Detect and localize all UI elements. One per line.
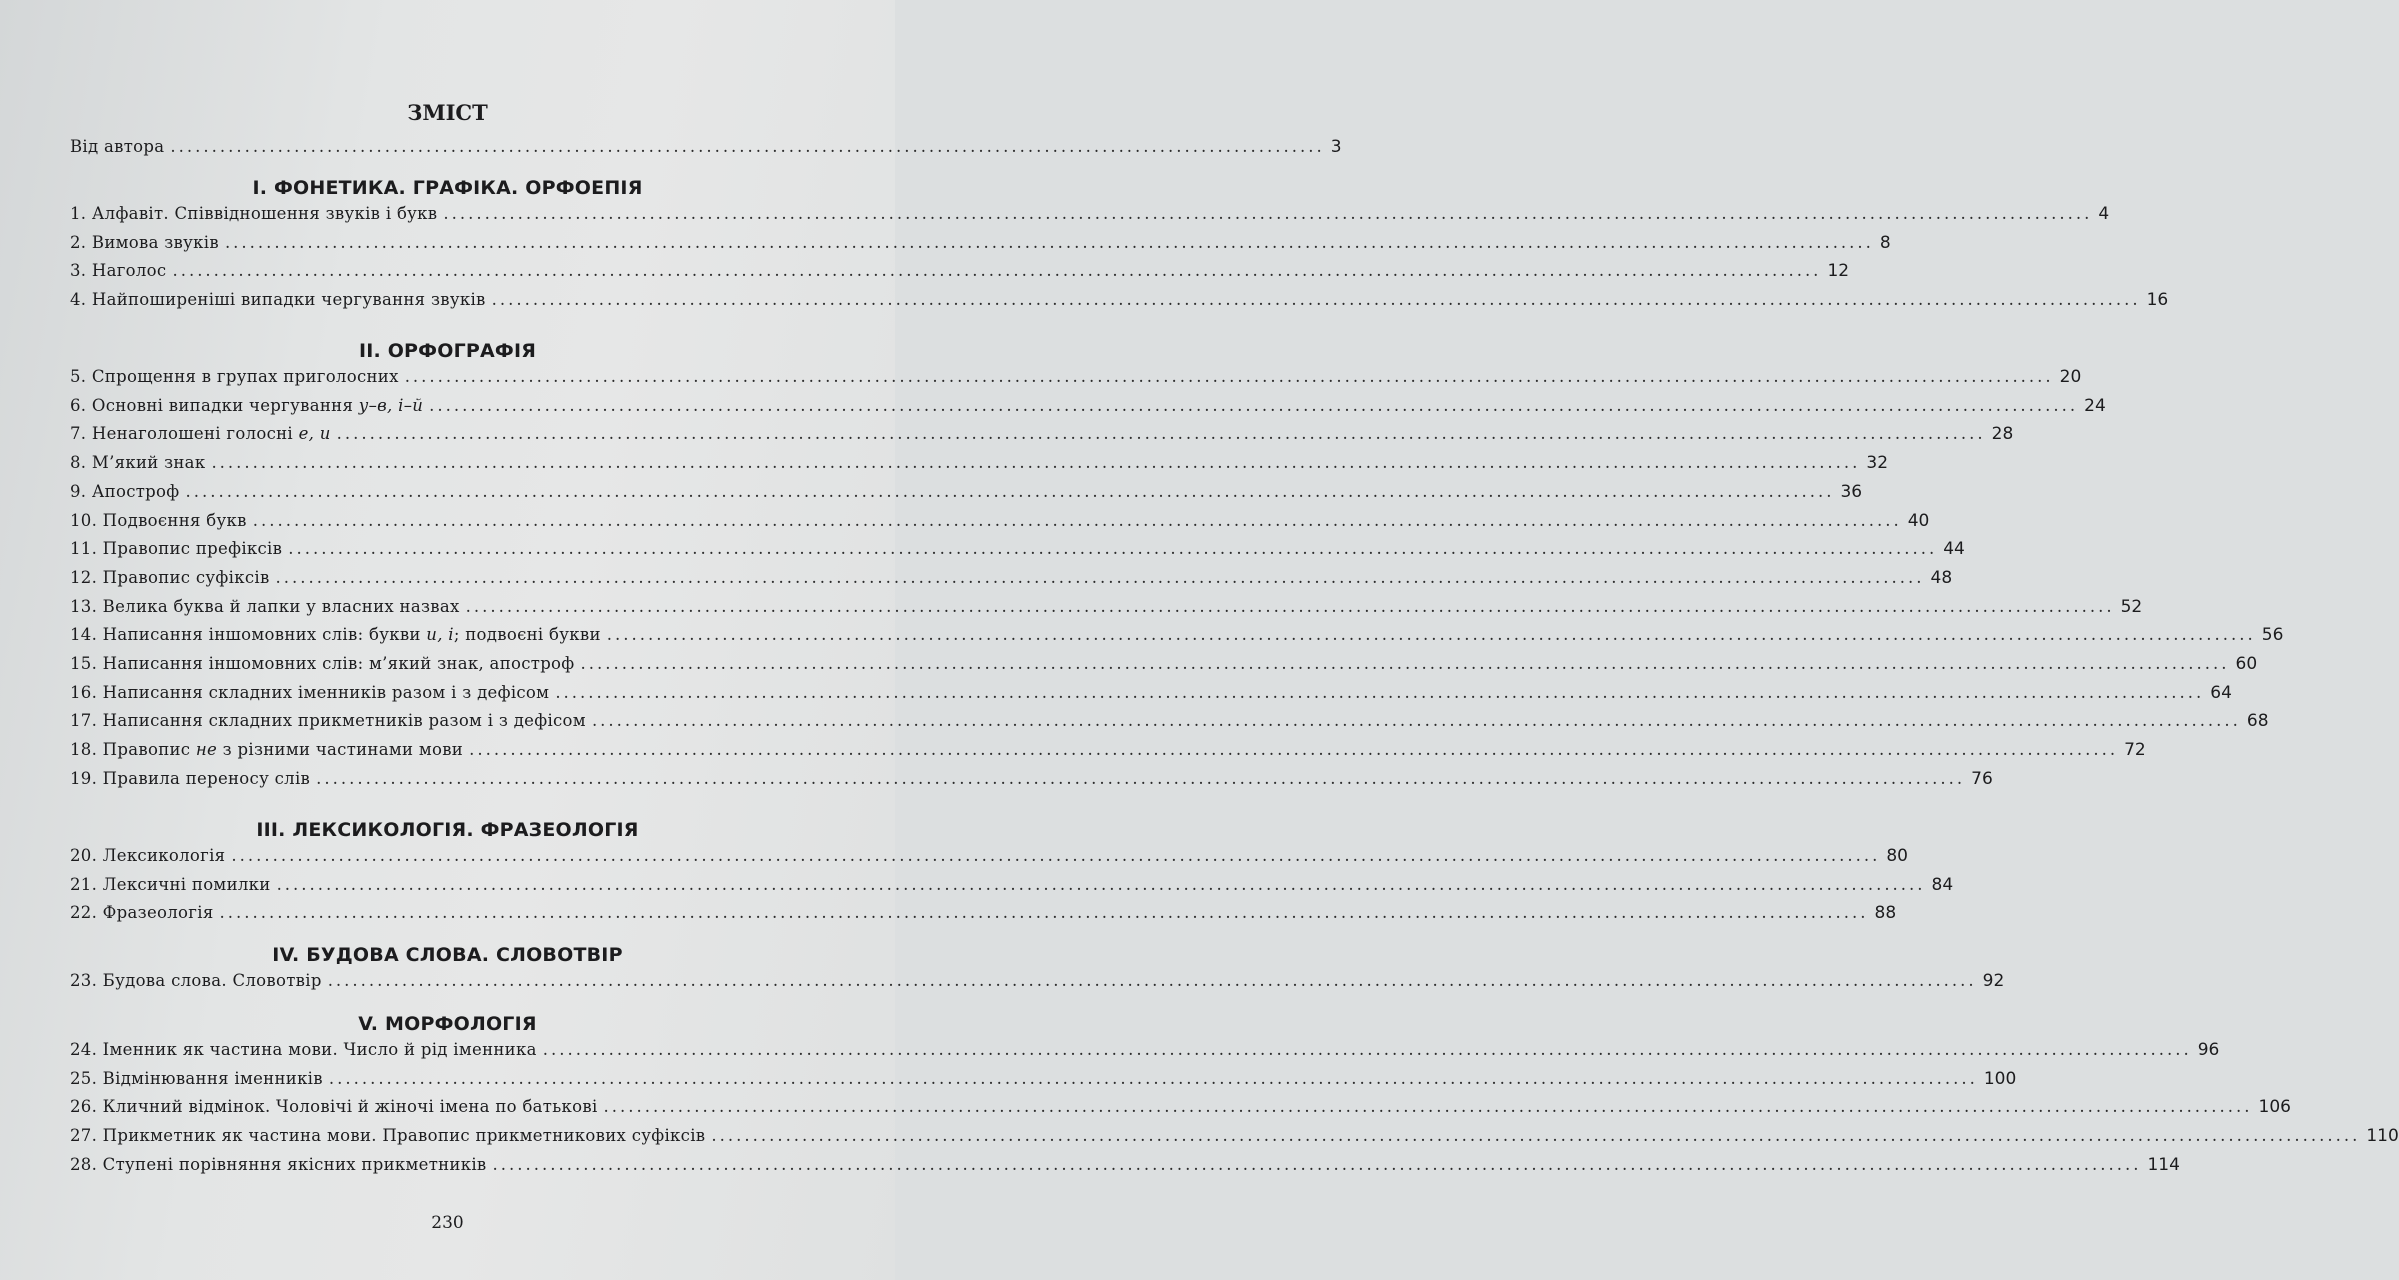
toc-entry-label: 28. Ступені порівняння якісних прикметників	[70, 1154, 487, 1174]
toc-entry	[70, 1040, 2220, 1069]
toc-entry-page: 56	[2261, 625, 2284, 646]
toc-entry-label: 8. М’який знак	[70, 453, 206, 473]
leader-dots: ........................................................................................................................................................................................................	[224, 232, 1874, 252]
leader-dots: ........................................................................................................................................................................................................	[404, 367, 2054, 386]
toc-entry-label: 1. Алфавіт. Співвідношення звуків і букв	[70, 204, 438, 223]
toc-entry-page: 12	[1827, 261, 1850, 282]
toc-entry-page: 72	[2124, 740, 2146, 761]
leader-dots: ........................................................................................................................................................................................................	[219, 903, 1869, 923]
toc-entry	[70, 903, 1897, 932]
leader-dots: ............................................................................................................................................	[170, 137, 1325, 156]
toc-entry-page: 32	[1866, 453, 1889, 474]
leader-dots: ........................................................................................................................................................................................................	[328, 1068, 1978, 1088]
toc-entry-label: 14. Написання іншомовних слів: букви и, і; подвоєні букви	[70, 625, 601, 645]
toc-entry-label: 17. Написання складних прикметників разом і з дефісом	[70, 711, 586, 731]
toc-entry-label: 7. Ненаголошені голосні е, и	[70, 424, 331, 444]
leader-dots: ........................................................................................................................................................................................................	[429, 395, 2079, 415]
toc-entry-page: 64	[2210, 682, 2232, 703]
toc-entry-page: 40	[1907, 510, 1930, 531]
toc-entry-label: 12. Правопис суфіксів	[70, 567, 270, 587]
toc-entry-page: 96	[2197, 1040, 2220, 1060]
toc-entry-page: 48	[1930, 567, 1953, 588]
toc-entry-label: 25. Відмінювання іменників	[70, 1068, 323, 1088]
toc-entry	[70, 971, 2005, 1000]
toc-entry-label: 24. Іменник як частина мови. Число й рід іменника	[70, 1040, 537, 1059]
toc-entry-page: 28	[1991, 424, 2014, 445]
leader-dots: ........................................................................................................................................................................................................	[555, 682, 2205, 702]
toc-entry-label: 20. Лексикологія	[70, 846, 226, 865]
toc-entry	[70, 1126, 2399, 1155]
leader-dots: ........................................................................................................................................................................................................	[469, 740, 2119, 760]
leader-dots: ........................................................................................................................................................................................................	[172, 261, 1822, 281]
page-title: ЗМІСТ	[407, 100, 488, 125]
toc-entry-page: 68	[2246, 711, 2269, 732]
toc-entry	[70, 625, 2284, 654]
toc-entry-page: 4	[2098, 204, 2110, 224]
section-heading: ІІІ. ЛЕКСИКОЛОГІЯ. ФРАЗЕОЛОГІЯ	[256, 819, 639, 841]
toc-entry-label: 13. Велика буква й лапки у власних назвах	[70, 596, 460, 616]
toc-entry	[70, 1068, 2017, 1098]
toc-entry	[70, 204, 2110, 233]
leader-dots: ........................................................................................................................................................................................................	[316, 768, 1966, 788]
section-heading: ІV. БУДОВА СЛОВА. СЛОВОТВІР	[272, 944, 623, 966]
toc-entry-page: 44	[1943, 539, 1965, 560]
toc-entry	[70, 768, 1993, 798]
toc-entry-intro	[70, 137, 1342, 166]
toc-entry-page: 52	[2120, 596, 2143, 617]
toc-entry	[70, 654, 2258, 683]
toc-entry-page: 106	[2258, 1097, 2291, 1118]
leader-dots: ........................................................................................................................................................................................................	[542, 1040, 2192, 1059]
leader-dots: ........................................................................................................................................................................................................	[465, 596, 2115, 616]
toc-entry	[70, 1154, 2180, 1184]
toc-entry-label: 10. Подвоєння букв	[70, 510, 247, 530]
toc-entry-label: 16. Написання складних іменників разом і з дефісом	[70, 682, 550, 702]
toc-entry-page: 20	[2059, 367, 2082, 387]
toc-entry-page: 92	[1982, 971, 2005, 991]
toc-entry	[70, 290, 2169, 319]
toc-entry	[70, 846, 1908, 875]
toc-entry-label: Від автора	[70, 137, 165, 156]
toc-entry-page: 76	[1971, 768, 1993, 789]
toc-entry-label: 15. Написання іншомовних слів: м’який знак, апостроф	[70, 654, 575, 673]
toc-entry-label: 6. Основні випадки чергування у–в, і–й	[70, 395, 424, 415]
toc-entry-page: 16	[2146, 290, 2169, 311]
toc-entry	[70, 711, 2269, 740]
toc-entry	[70, 261, 1850, 290]
toc-entry-page: 114	[2147, 1154, 2180, 1175]
toc-entry-page: 24	[2084, 395, 2106, 416]
toc-entry	[70, 740, 2146, 769]
toc-entry	[70, 596, 2143, 626]
toc-entry-label: 9. Апостроф	[70, 481, 180, 501]
toc-entry-label: 27. Прикметник як частина мови. Правопис прикметникових суфіксів	[70, 1126, 706, 1146]
toc-entry-label: 18. Правопис не з різними частинами мови	[70, 740, 464, 760]
toc-entry	[70, 567, 1953, 597]
toc-entry-label: 3. Наголос	[70, 261, 167, 281]
leader-dots: ........................................................................................................................................................................................................	[275, 567, 1925, 587]
leader-dots: ........................................................................................................................................................................................................	[711, 1126, 2361, 1146]
leader-dots: ........................................................................................................................................................................................................	[580, 654, 2230, 673]
toc-entry	[70, 424, 2014, 453]
toc-entry-label: 4. Найпоширеніші випадки чергування звуків	[70, 290, 486, 310]
toc-entry-label: 11. Правопис префіксів	[70, 539, 283, 559]
toc-entry-label: 5. Спрощення в групах приголосних	[70, 367, 399, 386]
toc-entry	[70, 232, 1891, 262]
toc-entry-label: 23. Будова слова. Словотвір	[70, 971, 322, 990]
leader-dots: ........................................................................................................................................................................................................	[185, 481, 1835, 501]
toc-entry	[70, 367, 2082, 396]
toc-entry-page: 84	[1931, 874, 1954, 895]
toc-entry-label: 19. Правила переносу слів	[70, 768, 311, 788]
toc-entry-page: 100	[1983, 1068, 2017, 1089]
toc-entry-page: 110	[2366, 1126, 2399, 1147]
leader-dots: ........................................................................................................................................................................................................	[288, 539, 1938, 559]
toc-entry-label: 2. Вимова звуків	[70, 232, 219, 252]
leader-dots: ........................................................................................................................................................................................................	[606, 625, 2256, 645]
section-heading: V. МОРФОЛОГІЯ	[358, 1013, 537, 1035]
leader-dots: ........................................................................................................................................................................................................	[492, 1154, 2142, 1174]
toc-entry	[70, 453, 1889, 482]
toc-entry-page: 36	[1840, 481, 1863, 502]
leader-dots: ........................................................................................................................................................................................................	[327, 971, 1977, 990]
toc-entry	[70, 539, 1965, 568]
toc-entry	[70, 510, 1930, 540]
toc-entry	[70, 874, 1954, 904]
leader-dots: ........................................................................................................................................................................................................	[211, 453, 1861, 473]
toc-entry-label: 26. Кличний відмінок. Чоловічі й жіночі імена по батькові	[70, 1097, 598, 1117]
leader-dots: ........................................................................................................................................................................................................	[603, 1097, 2253, 1117]
leader-dots: ........................................................................................................................................................................................................	[231, 846, 1881, 865]
leader-dots: ........................................................................................................................................................................................................	[443, 204, 2093, 223]
toc-entry-page: 8	[1879, 232, 1891, 253]
toc-entry	[70, 395, 2106, 425]
toc-entry	[70, 682, 2232, 712]
leader-dots: ........................................................................................................................................................................................................	[276, 874, 1926, 894]
leader-dots: ........................................................................................................................................................................................................	[491, 290, 2141, 310]
toc-entry-page: 88	[1874, 903, 1897, 924]
section-heading: ІІ. ОРФОГРАФІЯ	[358, 340, 537, 362]
section-heading: І. ФОНЕТИКА. ГРАФІКА. ОРФОЕПІЯ	[252, 177, 643, 199]
toc-entry-page: 60	[2235, 654, 2258, 674]
toc-entry	[70, 1097, 2291, 1126]
toc-entry	[70, 481, 1863, 511]
toc-entry-page: 3	[1330, 137, 1342, 157]
leader-dots: ........................................................................................................................................................................................................	[336, 424, 1986, 444]
toc-entry-label: 22. Фразеологія	[70, 903, 214, 923]
toc-entry-page: 80	[1886, 846, 1908, 866]
toc-entry-label: 21. Лексичні помилки	[70, 874, 271, 894]
leader-dots: ........................................................................................................................................................................................................	[252, 510, 1902, 530]
page-number: 230	[431, 1213, 464, 1233]
leader-dots: ........................................................................................................................................................................................................	[591, 711, 2241, 731]
